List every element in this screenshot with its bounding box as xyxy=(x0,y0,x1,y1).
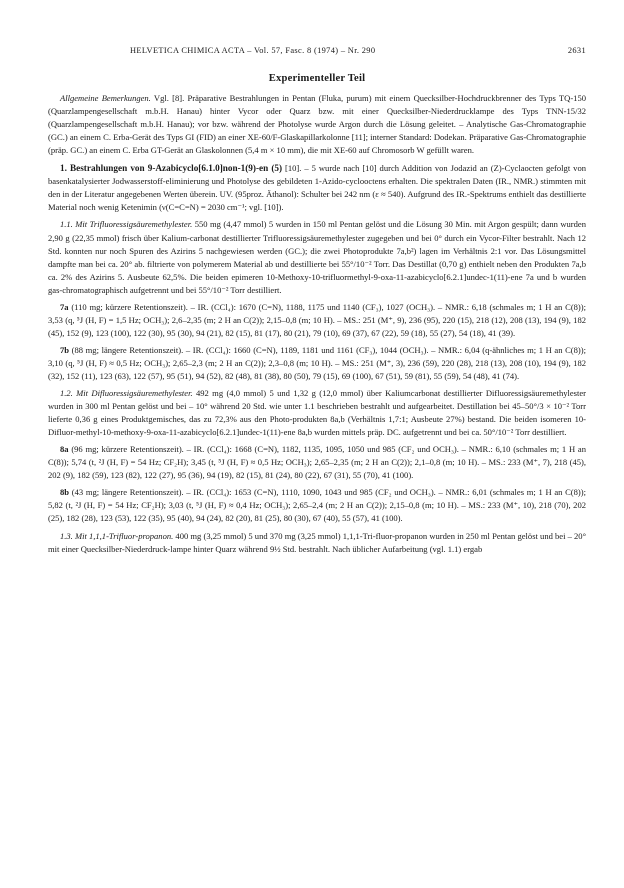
running-head xyxy=(48,44,586,58)
paragraph-text: 400 mg (3,25 mmol) 5 und 370 mg (3,25 mmol) 1,1,1-Tri-fluor-propanon wurden in 250 ml Pentan gelöst und bei – 20° mit einer Quecksilber-Niederdruck-lampe hinter Quarz während 9½ Std. bestrahlt. Nach üblicher Aufarbeitung (vgl. 1.1) ergab xyxy=(48,530,586,554)
paragraph-compound-7b xyxy=(48,344,586,383)
paragraph-1-3 xyxy=(48,530,586,556)
compound-label: 7a xyxy=(60,301,69,312)
page-number: 2631 xyxy=(567,46,586,55)
paragraph-section-1 xyxy=(48,162,586,214)
compound-label: 8a xyxy=(60,444,69,455)
paragraph-compound-8a xyxy=(48,443,586,482)
paragraph-lead: Allgemeine Bemerkungen. xyxy=(60,93,151,104)
paragraph-text: Vgl. [8]. Präparative Bestrahlungen in Pentan (Fluka, purum) mit einem Quecksilber-Hochdruckbrenner des Typs TQ-150 (Quarzlampengesellschaft m.b.H. Hanau) hinter Vycor oder Quarz bzw. mit einer Quecksilber-Niederdrucklampe des Typs TNN-15/32 (Quarzlampengesellschaft m.b.H. Hanau); vor bzw. während der Photolyse wurde Argon durch die Lösung geleitet. – Analytische Gas-Chromatographie (GC.) an einem C. Erba-Gerät des Typs GI (FID) an einer XE-60/F-Glaskapillarkolonne [11]; interner Standard: Dodekan. Präparative Gas-Chromatographie (präp. GC.) an einem C. Erba GT-Gerät an Glaskolonnen (5,4 m × 10 mm), die mit XE-60 auf Chromosorb W gefüllt waren. xyxy=(48,93,586,156)
paragraph-text: (88 mg; längere Retentionszeit). – IR. (CCl₄): 1660 (C=N), 1189, 1181 und 1161 (CF₃), 1044 (OCH₃). – NMR.: 6,04 (q-ähnliches m; 1 H an C(8)); 3,10 (q, ⁵J (H, F) ≈ 0,5 Hz; OCH₃); 2,65–2,3 (m; 2 H an C(2)); 2,3–0,8 (m; 10 H). – MS.: 251 (M⁺, 3), 236 (59), 220 (28), 218 (13), 208 (10), 194 (9), 182 (32), 152 (11), 123 (63), 122 (57), 95 (51), 94 (52), 82 (48), 81 (38), 80 (50), 79 (15), 69 (100), 67 (51), 59 (81), 55 (59), 54 (48), 41 (74). xyxy=(48,344,586,381)
paragraph-text: (96 mg; kürzere Retentionszeit). – IR. (CCl₄): 1668 (C=N), 1182, 1135, 1095, 1050 und 985 (CF₂ und OCH₃). – NMR.: 6,10 (schmales m; 1 H an C(8)); 5,74 (t, ²J (H, F) = 54 Hz; CF₂H); 3,45 (t, ⁵J (H, F) ≈ 0,5 Hz; OCH₃); 2,65–2,35 (m; 2 H an C(2)); 2,1–0,8 (m; 10 H). – MS.: 233 (M⁺, 7), 218 (45), 202 (9), 182 (59), 123 (82), 122 (27), 95 (36), 94 (19), 82 (15), 81 (24), 80 (22), 67 (31), 55 (70), 41 (100). xyxy=(48,444,586,481)
section-heading: 1. Bestrahlungen von 9-Azabicyclo[6.1.0]non-1(9)-en (5) xyxy=(60,163,283,174)
paragraph-compound-7a xyxy=(48,301,586,340)
paragraph-general-remarks xyxy=(48,92,586,157)
journal-page xyxy=(48,44,586,556)
paragraph-1-1 xyxy=(48,218,586,296)
paragraph-1-2 xyxy=(48,387,586,439)
compound-label: 8b xyxy=(60,487,70,498)
paragraph-text: 492 mg (4,0 mmol) 5 und 1,32 g (12,0 mmol) über Kaliumcarbonat destillierter Difluoressigsäuremethylester wurden in 300 ml Pentan gelöst und bei – 10° während 20 Std. wie unter 1.1 beschrieben bestrahlt und aufgearbeitet. Destillation bei 45–50°/3 × 10⁻² Torr lieferte 0,36 g eines Produktgemisches, das zu 72,3% aus den Photo-produkten 8a,b (Verhältnis 1,7:1; Ausbeute 27%) bestand. Die beiden isomeren 10-Difluor-methyl-10-methoxy-9-oxa-11-azabicyclo[6.2.1]undec-1(11)-ene 8a,b wurden mittels präp. DC. aufgetrennt und bei ca. 50°/10⁻² Torr destilliert. xyxy=(48,388,587,438)
paragraph-text: (110 mg; kürzere Retentionszeit). – IR. (CCl₄): 1670 (C=N), 1188, 1175 und 1140 (CF₃), 1027 (OCH₃). – NMR.: 6,18 (schmales m; 1 H an C(8)); 3,53 (q, ⁵J (H, F) = 1,5 Hz; OCH₃); 2,6–2,35 (m; 2 H an C(2)); 2,15–0,8 (m; 10 H). – MS.: 251 (M⁺, 9), 236 (95), 220 (15), 218 (12), 208 (13), 194 (9), 182 (45), 152 (9), 123 (100), 122 (30), 95 (30), 94 (21), 82 (15), 81 (17), 80 (21), 79 (10), 69 (37), 67 (22), 59 (18), 55 (27), 54 (18), 41 (39). xyxy=(48,301,586,338)
paragraph-lead: 1.2. Mit Difluoressigsäuremethylester. xyxy=(60,388,193,399)
paragraph-lead: 1.3. Mit 1,1,1-Trifluor-propanon. xyxy=(60,530,174,541)
journal-citation: HELVETICA CHIMICA ACTA – Vol. 57, Fasc. 8 (1974) – Nr. 290 xyxy=(130,46,376,55)
paragraph-text: [10]. – 5 wurde nach [10] durch Addition von Jodazid an (Z)-Cyclaocten gefolgt von basenkatalysierter Jodwasserstoff-eliminierung und Photolyse des gebildeten 1-Azido-cyclooctens erhalten. Die spektralen Daten (IR., NMR.) stimmten mit den in der Literatur angegebenen Werten überein. UV. (95proz. Äthanol): Schulter bei 242 nm (ε ≈ 540). Aufgrund des IR.-Spektrums enthielt das destillierte Material noch wenig Ketenimin (ν(C=C=N) = 2030 cm⁻¹; vgl. [10]). xyxy=(48,163,586,213)
paragraph-lead: 1.1. Mit Trifluoressigsäuremethylester. xyxy=(60,219,193,230)
compound-label: 7b xyxy=(60,344,70,355)
section-title: Experimenteller Teil xyxy=(268,73,366,84)
paragraph-compound-8b xyxy=(48,486,586,525)
paragraph-text: 550 mg (4,47 mmol) 5 wurden in 150 ml Pentan gelöst und die Lösung 30 Min. mit Argon gespült; dann wurden 2,90 g (22,35 mmol) frisch über Kalium-carbonat destillierter Trifluoressigsäuremethylester zugegeben und bei 0° durch ein Vycor-Filter bestrahlt. Nach 12 Std. konnten nur noch Spuren des Azirins 5 nachgewiesen werden (GC.); die zwei Photoprodukte 7a,b²) lagen im Verhältnis 2:1 vor. Das Lösungsmittel dampfte man bei ca. 20° ab. filtrierte von polymerem Material ab und destillierte bei 55°/10⁻² Torr. Das Destillat (0,70 g) enthielt neben den Produkten 7a,b ca. 2% des Azirins 5. Ausbeute 62,5%. Die beiden epimeren 10-Methoxy-10-trifluormethyl-9-oxa-11-azabicyclo[6.2.1]undec-1(11)-ene 7a und b wurden gas-chromatographisch aufgetrennt und bei 55°/10⁻² Torr destilliert. xyxy=(48,219,586,295)
paragraph-text: (43 mg; längere Retentionszeit). – IR. (CCl₄): 1653 (C=N), 1110, 1090, 1043 und 985 (CF₂ und OCH₃). – NMR.: 6,01 (schmales m; 1 H an C(8)); 5,82 (t, ²J (H, F) = 54 Hz; CF₂H); 3,03 (t, ⁵J (H, F) ≈ 0,4 Hz; OCH₃); 2,65–2,4 (m; 2 H an C(2)); 2,15–0,8 (m; 10 H). – MS.: 233 (M⁺, 10), 218 (70), 202 (25), 182 (28), 123 (53), 122 (35), 95 (40), 94 (24), 82 (20), 81 (25), 80 (30), 67 (40), 55 (57), 41 (100). xyxy=(48,487,586,524)
